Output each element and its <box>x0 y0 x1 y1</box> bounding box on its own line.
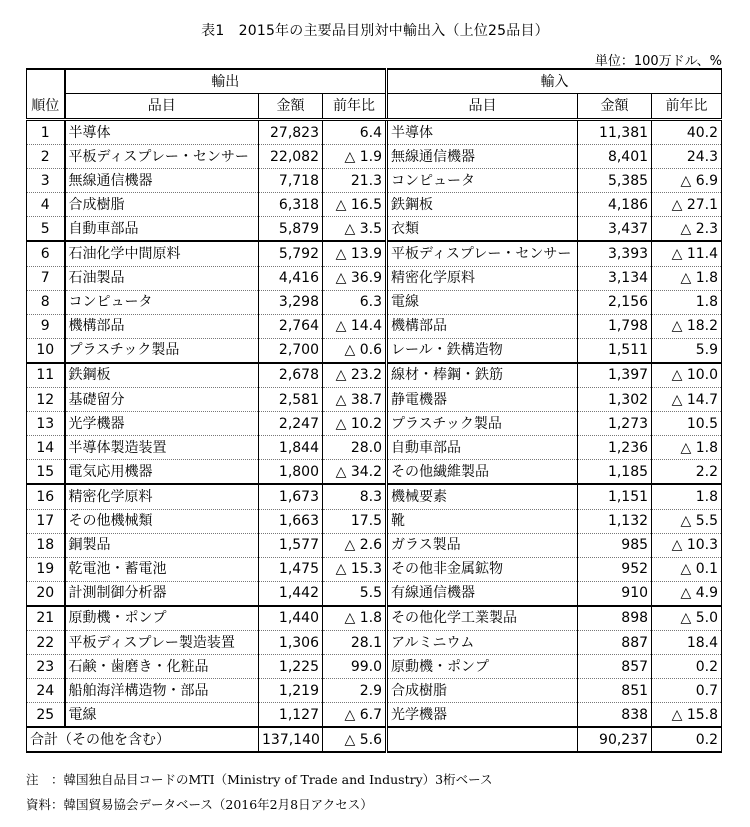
import-item-cell: 衣類 <box>387 217 578 242</box>
table-row <box>27 484 722 509</box>
rank-cell: 14 <box>27 436 65 460</box>
export-item-cell: 船舶海洋構造物・部品 <box>65 679 259 703</box>
import-yoy-cell: △ 6.9 <box>652 169 722 193</box>
table-row <box>27 169 722 193</box>
rank-cell: 21 <box>27 606 65 631</box>
export-yoy-cell: 28.1 <box>323 630 387 654</box>
import-item-cell: ガラス製品 <box>387 533 578 557</box>
import-amount-cell: 1,151 <box>578 484 652 509</box>
rank-cell: 19 <box>27 557 65 581</box>
export-amount-cell: 3,298 <box>259 290 323 314</box>
export-item-cell: 半導体製造装置 <box>65 436 259 460</box>
export-amount-cell: 2,700 <box>259 338 323 363</box>
import-item-cell: 精密化学原料 <box>387 266 578 290</box>
export-yoy-cell: △ 36.9 <box>323 266 387 290</box>
table-row <box>27 509 722 533</box>
export-yoy-cell: 2.9 <box>323 679 387 703</box>
export-item-cell: 乾電池・蓄電池 <box>65 557 259 581</box>
import-amount-cell: 1,273 <box>578 412 652 436</box>
export-yoy-cell: 17.5 <box>323 509 387 533</box>
total-import-yoy: 0.2 <box>652 727 722 752</box>
rank-cell: 6 <box>27 241 65 266</box>
export-yoy-cell: 6.4 <box>323 120 387 145</box>
import-item-cell: その他化学工業製品 <box>387 606 578 631</box>
export-yoy-cell: △ 1.8 <box>323 606 387 631</box>
import-yoy-cell: △ 2.3 <box>652 217 722 242</box>
total-label: 合計（その他を含む） <box>27 727 259 752</box>
import-amount-cell: 3,134 <box>578 266 652 290</box>
import-yoy-cell: △ 10.3 <box>652 533 722 557</box>
total-row <box>27 727 722 752</box>
rank-cell: 3 <box>27 169 65 193</box>
import-yoy-cell: △ 5.5 <box>652 509 722 533</box>
import-item-cell: 半導体 <box>387 120 578 145</box>
rank-cell: 20 <box>27 581 65 606</box>
import-yoy-cell: △ 27.1 <box>652 193 722 217</box>
export-item-cell: プラスチック製品 <box>65 338 259 363</box>
export-yoy-cell: △ 1.9 <box>323 145 387 169</box>
table-row <box>27 679 722 703</box>
header-row-columns <box>27 94 722 120</box>
rank-cell: 18 <box>27 533 65 557</box>
export-amount-cell: 2,678 <box>259 363 323 388</box>
total-import-amount: 90,237 <box>578 727 652 752</box>
export-amount-cell: 1,673 <box>259 484 323 509</box>
import-item-cell: その他繊維製品 <box>387 460 578 485</box>
rank-cell: 7 <box>27 266 65 290</box>
export-amount-cell: 1,440 <box>259 606 323 631</box>
import-yoy-cell: △ 1.8 <box>652 266 722 290</box>
import-item-cell: 機構部品 <box>387 314 578 338</box>
export-yoy-cell: △ 3.5 <box>323 217 387 242</box>
export-item-cell: 平板ディスプレー・センサー <box>65 145 259 169</box>
table-row <box>27 120 722 145</box>
export-yoy-cell: 5.5 <box>323 581 387 606</box>
table-row <box>27 290 722 314</box>
import-yoy-cell: 0.7 <box>652 679 722 703</box>
export-item-cell: コンピュータ <box>65 290 259 314</box>
import-amount-cell: 2,156 <box>578 290 652 314</box>
import-amount-cell: 1,185 <box>578 460 652 485</box>
total-export-yoy: △ 5.6 <box>323 727 387 752</box>
import-amount-cell: 1,302 <box>578 388 652 412</box>
export-yoy-cell: 28.0 <box>323 436 387 460</box>
import-amount-cell: 5,385 <box>578 169 652 193</box>
import-yoy-cell: 18.4 <box>652 630 722 654</box>
export-yoy-cell: △ 0.6 <box>323 338 387 363</box>
import-header: 輸入 <box>387 69 722 94</box>
table-row <box>27 533 722 557</box>
export-yoy-cell: 21.3 <box>323 169 387 193</box>
export-amount-cell: 22,082 <box>259 145 323 169</box>
export-item-cell: 石鹸・歯磨き・化粧品 <box>65 655 259 679</box>
import-yoy-cell: △ 4.9 <box>652 581 722 606</box>
import-yoy-cell: △ 1.8 <box>652 436 722 460</box>
import-yoy-cell: △ 15.8 <box>652 703 722 728</box>
import-amount-cell: 887 <box>578 630 652 654</box>
export-amount-cell: 5,879 <box>259 217 323 242</box>
import-amount-cell: 985 <box>578 533 652 557</box>
import-item-cell: 靴 <box>387 509 578 533</box>
table-row <box>27 460 722 485</box>
rank-cell: 25 <box>27 703 65 728</box>
export-amount-cell: 2,247 <box>259 412 323 436</box>
export-header: 輸出 <box>65 69 387 94</box>
import-yoy-cell: 5.9 <box>652 338 722 363</box>
export-yoy-cell: △ 15.3 <box>323 557 387 581</box>
import-amount-cell: 1,132 <box>578 509 652 533</box>
export-yoy-cell: 6.3 <box>323 290 387 314</box>
export-yoy-cell: △ 23.2 <box>323 363 387 388</box>
export-item-cell: 原動機・ポンプ <box>65 606 259 631</box>
export-amount-cell: 27,823 <box>259 120 323 145</box>
export-amount-cell: 1,475 <box>259 557 323 581</box>
table-row <box>27 314 722 338</box>
export-amount-cell: 1,127 <box>259 703 323 728</box>
import-item-cell: 光学機器 <box>387 703 578 728</box>
export-item-cell: 石油製品 <box>65 266 259 290</box>
export-yoy-cell: △ 2.6 <box>323 533 387 557</box>
export-yoy-cell: △ 14.4 <box>323 314 387 338</box>
export-item-cell: 合成樹脂 <box>65 193 259 217</box>
import-amount-cell: 851 <box>578 679 652 703</box>
table-row <box>27 412 722 436</box>
import-yoy-cell: 0.2 <box>652 655 722 679</box>
table-row <box>27 266 722 290</box>
import-yoy-cell: △ 0.1 <box>652 557 722 581</box>
table-row <box>27 703 722 728</box>
rank-cell: 24 <box>27 679 65 703</box>
export-item-cell: 精密化学原料 <box>65 484 259 509</box>
import-amount-cell: 857 <box>578 655 652 679</box>
export-yoy-cell: 99.0 <box>323 655 387 679</box>
import-amount-cell: 3,393 <box>578 241 652 266</box>
import-item-cell: コンピュータ <box>387 169 578 193</box>
import-item-cell: 合成樹脂 <box>387 679 578 703</box>
table-title: 表1 2015年の主要品目別対中輸出入（上位25品目） <box>201 23 549 39</box>
import-item-cell: 電線 <box>387 290 578 314</box>
export-amount-cell: 2,581 <box>259 388 323 412</box>
rank-cell: 4 <box>27 193 65 217</box>
export-item-cell: 基礎留分 <box>65 388 259 412</box>
rank-cell: 23 <box>27 655 65 679</box>
header-blank <box>27 69 65 94</box>
import-item-cell: 有線通信機器 <box>387 581 578 606</box>
rank-header: 順位 <box>27 94 65 120</box>
export-item-header: 品目 <box>65 94 259 120</box>
table-row <box>27 338 722 363</box>
import-yoy-header: 前年比 <box>652 94 722 120</box>
import-yoy-cell: △ 11.4 <box>652 241 722 266</box>
export-yoy-cell: 8.3 <box>323 484 387 509</box>
import-amount-cell: 3,437 <box>578 217 652 242</box>
export-amount-cell: 2,764 <box>259 314 323 338</box>
export-amount-header: 金額 <box>259 94 323 120</box>
export-amount-cell: 1,219 <box>259 679 323 703</box>
import-item-cell: その他非金属鉱物 <box>387 557 578 581</box>
import-amount-cell: 11,381 <box>578 120 652 145</box>
import-amount-cell: 952 <box>578 557 652 581</box>
import-item-cell: 無線通信機器 <box>387 145 578 169</box>
export-amount-cell: 4,416 <box>259 266 323 290</box>
import-amount-cell: 1,236 <box>578 436 652 460</box>
import-yoy-cell: 10.5 <box>652 412 722 436</box>
export-amount-cell: 1,844 <box>259 436 323 460</box>
table-row <box>27 363 722 388</box>
rank-cell: 17 <box>27 509 65 533</box>
import-yoy-cell: 24.3 <box>652 145 722 169</box>
import-item-cell: 鉄鋼板 <box>387 193 578 217</box>
table-row <box>27 241 722 266</box>
import-item-cell: 線材・棒鋼・鉄筋 <box>387 363 578 388</box>
total-export-amount: 137,140 <box>259 727 323 752</box>
rank-cell: 15 <box>27 460 65 485</box>
import-amount-cell: 1,397 <box>578 363 652 388</box>
export-amount-cell: 1,800 <box>259 460 323 485</box>
export-item-cell: 光学機器 <box>65 412 259 436</box>
table-row <box>27 193 722 217</box>
export-item-cell: 自動車部品 <box>65 217 259 242</box>
import-amount-cell: 8,401 <box>578 145 652 169</box>
table-row <box>27 606 722 631</box>
import-yoy-cell: △ 10.0 <box>652 363 722 388</box>
table-row <box>27 436 722 460</box>
rank-cell: 2 <box>27 145 65 169</box>
import-item-cell: プラスチック製品 <box>387 412 578 436</box>
export-item-cell: その他機械類 <box>65 509 259 533</box>
rank-cell: 13 <box>27 412 65 436</box>
import-yoy-cell: 1.8 <box>652 290 722 314</box>
table-row <box>27 388 722 412</box>
import-item-header: 品目 <box>387 94 578 120</box>
import-yoy-cell: 40.2 <box>652 120 722 145</box>
export-yoy-cell: △ 6.7 <box>323 703 387 728</box>
table-row <box>27 217 722 242</box>
source-note: 資料：韓国貿易協会データベース（2016年2月8日アクセス） <box>26 797 373 812</box>
import-amount-cell: 4,186 <box>578 193 652 217</box>
rank-cell: 22 <box>27 630 65 654</box>
rank-cell: 5 <box>27 217 65 242</box>
export-yoy-cell: △ 16.5 <box>323 193 387 217</box>
import-item-cell: レール・鉄構造物 <box>387 338 578 363</box>
import-item-cell: 静電機器 <box>387 388 578 412</box>
import-yoy-cell: 1.8 <box>652 484 722 509</box>
import-yoy-cell: △ 14.7 <box>652 388 722 412</box>
rank-cell: 16 <box>27 484 65 509</box>
export-item-cell: 平板ディスプレー製造装置 <box>65 630 259 654</box>
export-yoy-header: 前年比 <box>323 94 387 120</box>
export-item-cell: 電線 <box>65 703 259 728</box>
unit-label: 単位：100万ドル、% <box>594 54 722 69</box>
export-amount-cell: 5,792 <box>259 241 323 266</box>
import-item-cell: 機械要素 <box>387 484 578 509</box>
export-amount-cell: 6,318 <box>259 193 323 217</box>
import-yoy-cell: △ 18.2 <box>652 314 722 338</box>
import-amount-cell: 838 <box>578 703 652 728</box>
import-amount-cell: 1,511 <box>578 338 652 363</box>
rank-cell: 11 <box>27 363 65 388</box>
import-amount-cell: 1,798 <box>578 314 652 338</box>
export-item-cell: 石油化学中間原料 <box>65 241 259 266</box>
table-row <box>27 630 722 654</box>
export-yoy-cell: △ 13.9 <box>323 241 387 266</box>
import-amount-cell: 910 <box>578 581 652 606</box>
export-yoy-cell: △ 38.7 <box>323 388 387 412</box>
table-row <box>27 581 722 606</box>
export-amount-cell: 1,442 <box>259 581 323 606</box>
table-row <box>27 655 722 679</box>
rank-cell: 8 <box>27 290 65 314</box>
import-amount-cell: 898 <box>578 606 652 631</box>
import-item-cell: アルミニウム <box>387 630 578 654</box>
export-amount-cell: 1,306 <box>259 630 323 654</box>
export-item-cell: 鉄鋼板 <box>65 363 259 388</box>
rank-cell: 12 <box>27 388 65 412</box>
footnote: 注 ：韓国独自品目コードのMTI（Ministry of Trade and Industry）3桁ベース <box>26 772 493 787</box>
trade-table <box>26 68 722 753</box>
export-item-cell: 銅製品 <box>65 533 259 557</box>
import-yoy-cell: △ 5.0 <box>652 606 722 631</box>
export-item-cell: 計測制御分析器 <box>65 581 259 606</box>
header-row-sections <box>27 69 722 94</box>
export-amount-cell: 1,577 <box>259 533 323 557</box>
total-import-blank <box>387 727 578 752</box>
export-amount-cell: 1,663 <box>259 509 323 533</box>
rank-cell: 1 <box>27 120 65 145</box>
export-item-cell: 半導体 <box>65 120 259 145</box>
export-item-cell: 電気応用機器 <box>65 460 259 485</box>
export-amount-cell: 1,225 <box>259 655 323 679</box>
export-item-cell: 無線通信機器 <box>65 169 259 193</box>
import-item-cell: 自動車部品 <box>387 436 578 460</box>
export-yoy-cell: △ 34.2 <box>323 460 387 485</box>
import-yoy-cell: 2.2 <box>652 460 722 485</box>
import-item-cell: 平板ディスプレー・センサー <box>387 241 578 266</box>
import-amount-header: 金額 <box>578 94 652 120</box>
table-row <box>27 557 722 581</box>
table-row <box>27 145 722 169</box>
import-item-cell: 原動機・ポンプ <box>387 655 578 679</box>
export-amount-cell: 7,718 <box>259 169 323 193</box>
export-yoy-cell: △ 10.2 <box>323 412 387 436</box>
rank-cell: 10 <box>27 338 65 363</box>
rank-cell: 9 <box>27 314 65 338</box>
export-item-cell: 機構部品 <box>65 314 259 338</box>
